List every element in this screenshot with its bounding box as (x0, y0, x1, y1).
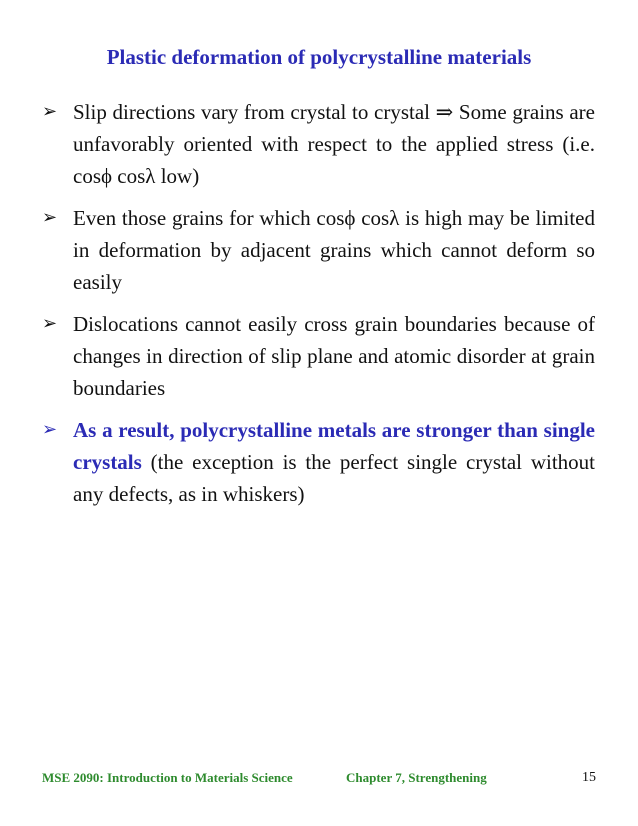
bullet-text: Even those grains for which cosϕ cosλ is high may be limited in deformation by adjacent grains which cannot deform so easily (73, 206, 595, 294)
slide-title: Plastic deformation of polycrystalline materials (106, 45, 532, 69)
slide-footer (42, 768, 596, 788)
footer-chapter-title: Chapter 7, Strengthening (346, 770, 487, 785)
bullet-item-adjacent-grains (42, 202, 595, 298)
arrow-bullet-icon: ➢ (42, 313, 58, 334)
page-number: 15 (582, 770, 596, 785)
bullet-text: (the exception is the perfect single crystal without any defects, as in whiskers) (73, 450, 595, 506)
bullet-item-dislocations (42, 308, 595, 404)
footer-course-title: MSE 2090: Introduction to Materials Science (42, 770, 293, 785)
arrow-bullet-icon: ➢ (42, 207, 58, 228)
bullet-list (42, 96, 595, 520)
bullet-emphasis-text: As a result, polycrystalline metals are stronger than single crystals (73, 418, 595, 474)
arrow-bullet-icon: ➢ (42, 419, 58, 440)
bullet-item-conclusion (42, 414, 595, 510)
bullet-text: Slip directions vary from crystal to crystal ⇒ Some grains are unfavorably oriented with respect to the applied stress (i.e. cosϕ cosλ low) (73, 100, 595, 188)
arrow-bullet-icon: ➢ (42, 101, 58, 122)
bullet-item-slip-directions (42, 96, 595, 192)
bullet-text: Dislocations cannot easily cross grain boundaries because of changes in direction of slip plane and atomic disorder at grain boundaries (73, 312, 595, 400)
